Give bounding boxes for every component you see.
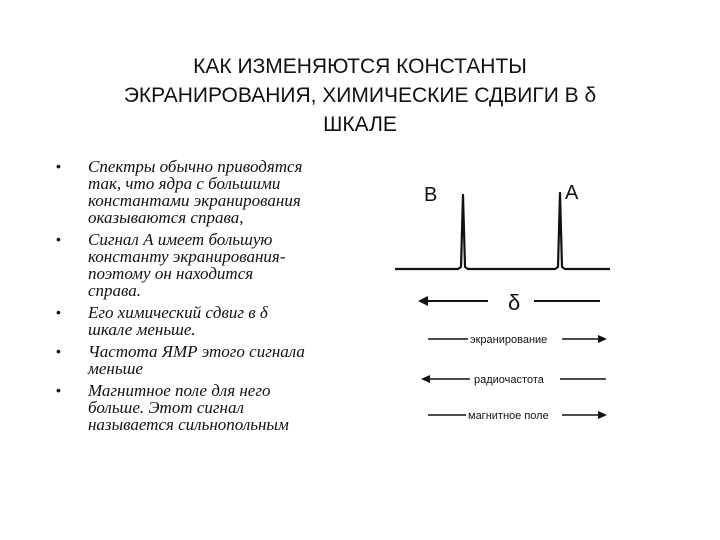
bullet-text-line: Сигнал А имеет большую — [88, 230, 273, 249]
peak-b-label: B — [424, 184, 438, 206]
slide-title — [60, 52, 660, 139]
bullet-text-line: оказываются справа, — [88, 208, 244, 227]
bullet-item — [56, 382, 356, 433]
magnetic-field-arrow — [428, 410, 607, 422]
bullet-text-line: Его химический сдвиг в δ — [88, 303, 268, 322]
peak-a-label: A — [565, 182, 579, 204]
bullet-text-line: называется сильнопольным — [88, 415, 289, 434]
bullet-dot: • — [56, 231, 61, 247]
bullet-item — [56, 304, 356, 338]
bullet-text-line: константу экранирования- — [88, 247, 286, 266]
title-line-3: ШКАЛЕ — [323, 113, 397, 136]
bullet-item — [56, 343, 356, 377]
radiofrequency-arrow — [421, 374, 606, 386]
bullet-text-line: больше. Этот сигнал — [88, 398, 244, 417]
bullet-item — [56, 158, 356, 226]
bullet-text-line: шкале меньше. — [88, 320, 196, 339]
delta-label: δ — [508, 290, 521, 315]
delta-arrow — [418, 290, 600, 315]
bullet-dot: • — [56, 343, 61, 359]
bullet-text-line: меньше — [88, 359, 143, 378]
bullet-text-line: Магнитное поле для него — [88, 381, 271, 400]
bullet-text-line: справа. — [88, 281, 142, 300]
title-line-1: КАК ИЗМЕНЯЮТСЯ КОНСТАНТЫ — [193, 55, 527, 78]
shielding-label: экранирование — [470, 334, 548, 346]
bullet-dot: • — [56, 382, 61, 398]
bullet-dot: • — [56, 158, 61, 174]
bullet-text-line: Спектры обычно приводятся — [88, 157, 303, 176]
bullet-text-line: так, что ядра с большими — [88, 174, 281, 193]
radiofrequency-label: радиочастота — [474, 374, 544, 386]
bullet-text-line: константами экранирования — [88, 191, 301, 210]
shielding-arrow — [428, 334, 607, 346]
bullet-list — [56, 158, 356, 438]
bullet-dot: • — [56, 304, 61, 320]
title-line-2: ЭКРАНИРОВАНИЯ, ХИМИЧЕСКИЕ СДВИГИ В δ — [123, 84, 597, 107]
bullet-text-line: Частота ЯМР этого сигнала — [88, 342, 305, 361]
bullet-text-line: поэтому он находится — [88, 264, 254, 283]
bullet-item — [56, 231, 356, 299]
nmr-spectrum-diagram — [380, 165, 620, 435]
magnetic-field-label: магнитное поле — [468, 410, 549, 422]
